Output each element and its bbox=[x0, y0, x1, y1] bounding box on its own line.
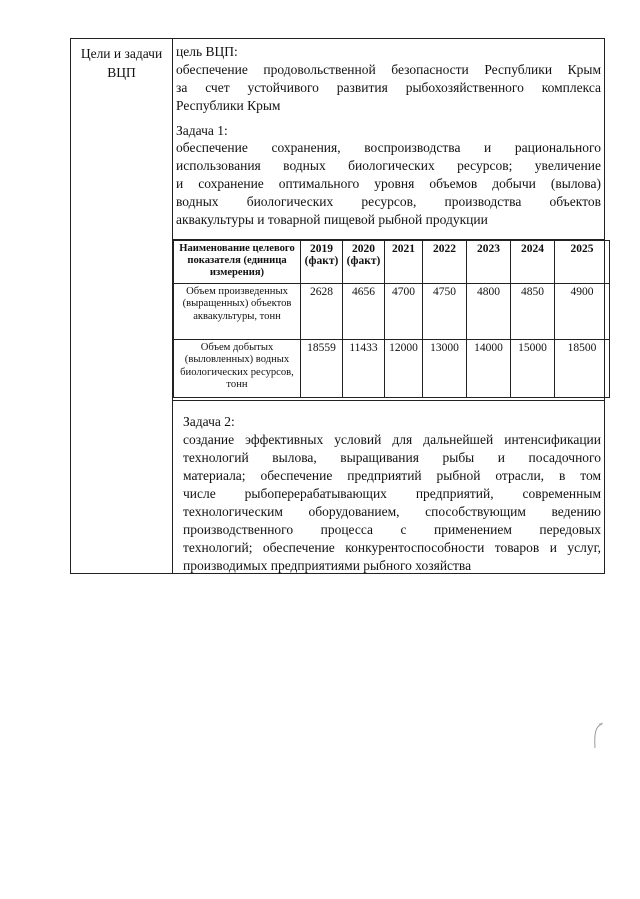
table-row bbox=[174, 339, 610, 397]
goal-heading: цель ВЦП: bbox=[176, 44, 238, 59]
goal-line: за счет устойчивого развития рыбохозяйственного комплекса bbox=[176, 80, 601, 95]
scan-mark bbox=[590, 722, 604, 752]
task1-line: и сохранение оптимального уровня объемов добычи (вылова) bbox=[176, 176, 601, 191]
task2-line: производимых предприятиями рыбного хозяйства bbox=[183, 558, 472, 573]
section-label bbox=[71, 44, 172, 82]
task2-line: создание эффективных условий для дальнейшей интенсификации bbox=[183, 432, 601, 447]
row-value: 4656 bbox=[343, 283, 385, 339]
goal-line: Республики Крым bbox=[176, 98, 281, 113]
task2-line: материала; обеспечение предприятий рыбной отрасли, в том bbox=[183, 468, 601, 483]
row-value: 14000 bbox=[467, 339, 511, 397]
indicator-table bbox=[173, 240, 610, 398]
table-row bbox=[174, 283, 610, 339]
task2-line: технологическим оборудованием, способствующим ведению bbox=[183, 504, 601, 519]
task1-line: аквакультуры и товарной пищевой рыбной продукции bbox=[176, 212, 488, 227]
task2-line: технологий вылова, выращивания рыбы и посадочного bbox=[183, 450, 601, 465]
row-value: 15000 bbox=[511, 339, 555, 397]
row-value: 11433 bbox=[343, 339, 385, 397]
indicator-table-wrap bbox=[173, 239, 605, 401]
header-year: 2025 bbox=[555, 241, 610, 284]
header-indicator-name: Наименование целевого показателя (единица измерения) bbox=[174, 241, 301, 284]
row-value: 4700 bbox=[385, 283, 423, 339]
task1-line: обеспечение сохранения, воспроизводства и рационального bbox=[176, 140, 601, 155]
goal-line: обеспечение продовольственной безопасности Республики Крым bbox=[176, 62, 601, 77]
row-indicator-name: Объем произведенных (выращенных) объектов аквакультуры, тонн bbox=[174, 283, 301, 339]
header-year: 2021 bbox=[385, 241, 423, 284]
section-label-line-1: Цели и задачи bbox=[80, 46, 163, 61]
task2-line: числе рыбоперерабатывающих предприятий, современным bbox=[183, 486, 601, 501]
goals-tasks-block bbox=[70, 38, 605, 574]
row-indicator-name: Объем добытых (выловленных) водных биологических ресурсов, тонн bbox=[174, 339, 301, 397]
row-value: 4900 bbox=[555, 283, 610, 339]
row-value: 4750 bbox=[423, 283, 467, 339]
row-value: 18559 bbox=[301, 339, 343, 397]
task1-line: использования водных биологических ресурсов; увеличение bbox=[176, 158, 601, 173]
table-header-row bbox=[174, 241, 610, 284]
row-value: 4800 bbox=[467, 283, 511, 339]
header-year: 2023 bbox=[467, 241, 511, 284]
row-value: 12000 bbox=[385, 339, 423, 397]
task2-line: технологий; обеспечение конкурентоспособности товаров и услуг, bbox=[183, 540, 601, 555]
task2-heading: Задача 2: bbox=[183, 414, 235, 429]
row-value: 18500 bbox=[555, 339, 610, 397]
header-year: 2022 bbox=[423, 241, 467, 284]
row-value: 2628 bbox=[301, 283, 343, 339]
task1-line: водных биологических ресурсов, производства объектов bbox=[176, 194, 601, 209]
task2-line: производственного процесса с применением передовых bbox=[183, 522, 601, 537]
header-year: 2024 bbox=[511, 241, 555, 284]
section-label-line-2: ВЦП bbox=[107, 65, 136, 80]
header-year: 2019 (факт) bbox=[301, 241, 343, 284]
header-year: 2020 (факт) bbox=[343, 241, 385, 284]
row-value: 13000 bbox=[423, 339, 467, 397]
task1-heading: Задача 1: bbox=[176, 123, 228, 138]
row-value: 4850 bbox=[511, 283, 555, 339]
